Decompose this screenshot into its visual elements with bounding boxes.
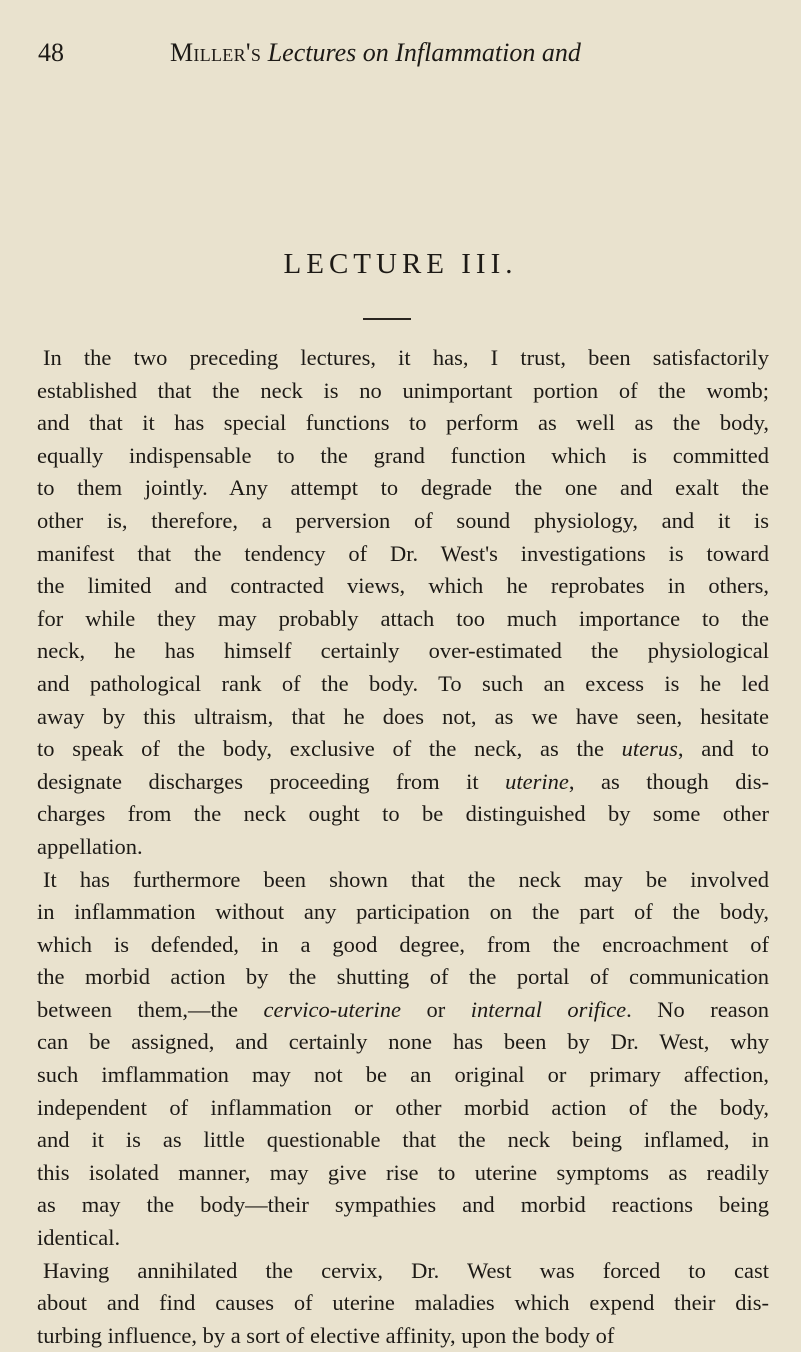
text-run: In the two preceding lectures, it has, I trust, been satisfactorily bbox=[43, 345, 769, 370]
lecture-heading: LECTURE III. bbox=[283, 248, 518, 280]
text-run: established that the neck is no unimportant portion of the womb; bbox=[37, 377, 769, 403]
text-run: such imflammation may not be an original or primary affection, bbox=[37, 1062, 769, 1088]
text-line bbox=[37, 994, 769, 1027]
italic-term: internal orifice bbox=[470, 996, 627, 1022]
text-run: the limited and contracted views, which he reprobates in others, bbox=[37, 573, 769, 599]
text-line bbox=[37, 831, 769, 864]
text-run: , as though dis- bbox=[568, 768, 769, 794]
text-run: this isolated manner, may give rise to uterine symptoms as readily bbox=[37, 1159, 769, 1185]
text-run: and pathological rank of the body. To such an excess is he led bbox=[37, 670, 769, 696]
text-line bbox=[37, 1189, 769, 1222]
text-run: or bbox=[400, 996, 471, 1022]
text-line bbox=[37, 1222, 769, 1255]
heading-rule bbox=[363, 318, 411, 320]
text-run: . No reason bbox=[626, 996, 769, 1022]
text-line bbox=[37, 766, 769, 799]
text-line bbox=[37, 1157, 769, 1190]
text-line bbox=[37, 1255, 769, 1288]
text-line bbox=[37, 1059, 769, 1092]
paragraph bbox=[37, 342, 769, 864]
running-title-text: Lectures on Inflammation and bbox=[267, 38, 581, 67]
text-run: about and find causes of uterine maladies which expend their dis- bbox=[37, 1290, 769, 1316]
text-run: turbing influence, by a sort of elective affinity, upon the body of bbox=[37, 1322, 615, 1348]
text-line bbox=[37, 440, 769, 473]
text-line bbox=[37, 1320, 769, 1352]
text-line bbox=[37, 798, 769, 831]
running-header bbox=[38, 36, 761, 70]
text-run: away by this ultraism, that he does not, as we have seen, hesitate bbox=[37, 703, 769, 729]
text-line bbox=[37, 472, 769, 505]
paragraph bbox=[37, 1255, 769, 1352]
page-number: 48 bbox=[38, 38, 64, 67]
text-run: the morbid action by the shutting of the portal of communication bbox=[37, 964, 769, 990]
text-run: identical. bbox=[37, 1225, 121, 1251]
text-run: between them,—the bbox=[37, 996, 264, 1022]
text-run: independent of inflammation or other morbid action of the body, bbox=[37, 1094, 769, 1120]
running-title bbox=[170, 36, 581, 70]
running-title-author: Miller's bbox=[170, 38, 262, 67]
italic-term: uterine bbox=[505, 768, 569, 794]
body-text bbox=[37, 342, 769, 1352]
text-line bbox=[37, 733, 769, 766]
text-run: for while they may probably attach too much importance to the bbox=[37, 605, 769, 631]
text-run: , and to bbox=[677, 736, 769, 762]
text-run: to them jointly. Any attempt to degrade the one and exalt the bbox=[37, 475, 769, 501]
text-line bbox=[37, 375, 769, 408]
text-line bbox=[37, 635, 769, 668]
text-run: equally indispensable to the grand function which is committed bbox=[37, 442, 769, 468]
text-line bbox=[37, 603, 769, 636]
text-run: which is defended, in a good degree, from the encroachment of bbox=[37, 931, 769, 957]
text-run: charges from the neck ought to be distinguished by some other bbox=[37, 801, 769, 827]
text-line bbox=[37, 961, 769, 994]
text-run: manifest that the tendency of Dr. West's investigations is toward bbox=[37, 540, 769, 566]
italic-term: cervico-uterine bbox=[263, 996, 401, 1022]
text-line bbox=[37, 1092, 769, 1125]
text-line bbox=[37, 505, 769, 538]
text-run: as may the body—their sympathies and morbid reactions being bbox=[37, 1192, 769, 1218]
text-line bbox=[37, 896, 769, 929]
text-run: appellation. bbox=[37, 833, 143, 859]
text-run: and that it has special functions to perform as well as the body, bbox=[37, 410, 769, 436]
text-run: neck, he has himself certainly over-estimated the physiological bbox=[37, 638, 769, 664]
text-line bbox=[37, 668, 769, 701]
italic-term: uterus bbox=[621, 736, 678, 762]
text-run: to speak of the body, exclusive of the neck, as the bbox=[37, 736, 622, 762]
text-run: designate discharges proceeding from it bbox=[37, 768, 506, 794]
text-run: It has furthermore been shown that the neck may be involved bbox=[43, 866, 769, 892]
text-line bbox=[37, 570, 769, 603]
text-line bbox=[37, 538, 769, 571]
text-line bbox=[37, 864, 769, 897]
text-run: other is, therefore, a perversion of sound physiology, and it is bbox=[37, 507, 769, 533]
text-line bbox=[37, 407, 769, 440]
text-line bbox=[37, 342, 769, 375]
text-run: can be assigned, and certainly none has been by Dr. West, why bbox=[37, 1029, 769, 1055]
text-line bbox=[37, 1026, 769, 1059]
text-run: and it is as little questionable that the neck being inflamed, in bbox=[37, 1127, 769, 1153]
text-line bbox=[37, 929, 769, 962]
paragraph bbox=[37, 864, 769, 1255]
text-line bbox=[37, 1124, 769, 1157]
text-run: Having annihilated the cervix, Dr. West was forced to cast bbox=[43, 1257, 769, 1283]
text-line bbox=[37, 701, 769, 734]
text-run: in inflammation without any participation on the part of the body, bbox=[37, 899, 769, 925]
